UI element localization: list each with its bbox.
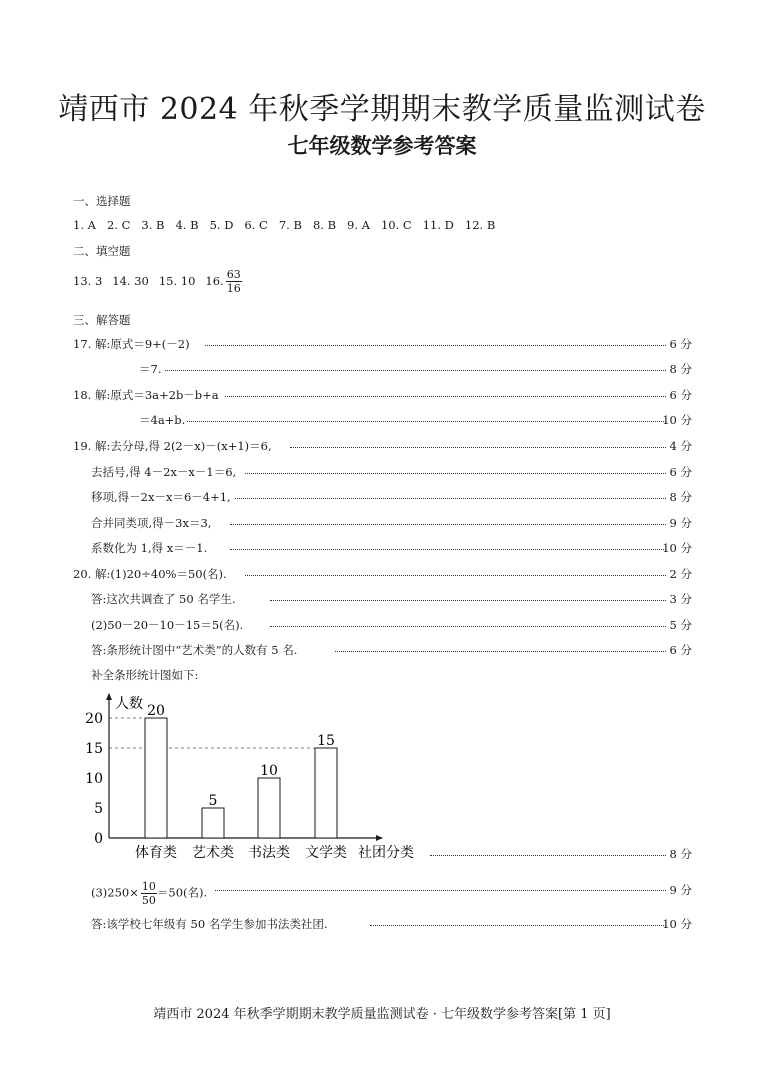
y-tick-label: 20: [85, 711, 103, 727]
score-label: 8 分: [669, 362, 692, 376]
solution-text: 合并同类项,得－3x＝3,: [91, 516, 212, 530]
mcq-answer: 5. D: [209, 218, 234, 232]
bar: [202, 808, 224, 838]
solution-line: [0, 489, 764, 505]
solution-text: (2)50－20－10－15＝5(名).: [91, 618, 244, 632]
x-tick-label: 文学类: [305, 845, 347, 861]
x-axis-label: 社团分类: [358, 845, 414, 861]
fill-answer-16-prefix: 16.: [205, 273, 224, 288]
solution-line: [0, 540, 764, 556]
solution-text: ＝7.: [139, 362, 162, 376]
bar: [145, 718, 167, 838]
score-label: 8 分: [669, 847, 692, 861]
mcq-answer: 2. C: [106, 218, 131, 232]
bar-data-label: 5: [208, 793, 218, 809]
solution-line: [0, 880, 764, 908]
x-axis-arrow: [376, 835, 383, 841]
solution-line: [0, 515, 764, 531]
y-tick-label: 0: [94, 831, 103, 847]
mcq-answer: 4. B: [175, 218, 199, 232]
answer-key-subtitle: 七年级数学参考答案: [287, 133, 477, 158]
fill-answer: 14. 30: [112, 273, 149, 288]
bar-chart: [0, 688, 764, 868]
score-label: 9 分: [669, 516, 692, 530]
fill-answer: 13. 3: [73, 273, 103, 288]
fill-answer: 15. 10: [158, 273, 196, 288]
solution-line: [0, 566, 764, 582]
y-tick-label: 5: [94, 801, 103, 817]
solution-text: 答:条形统计图中“艺术类”的人数有 5 名.: [91, 643, 298, 657]
solution-line: [0, 642, 764, 658]
leader-dots: [230, 549, 666, 550]
solution-text: 17. 解:原式＝9+(－2): [73, 337, 190, 351]
section-fill-blank-heading: 二、填空题: [73, 244, 131, 258]
mcq-answer: 10. C: [380, 218, 412, 232]
mcq-answer: 3. B: [141, 218, 165, 232]
y-axis-label: 人数: [115, 696, 143, 712]
leader-dots: [335, 651, 666, 652]
solution-text: 18. 解:原式＝3a+2b－b+a: [73, 388, 219, 402]
mcq-answers: [73, 218, 506, 232]
score-label: 10 分: [662, 541, 692, 555]
exam-title: 靖西市 2024 年秋季学期期末教学质量监测试卷: [58, 92, 706, 127]
solution-text: 19. 解:去分母,得 2(2－x)－(x+1)＝6,: [73, 439, 272, 453]
score-label: 5 分: [669, 618, 692, 632]
leader-dots: [215, 890, 666, 891]
leader-dots: [185, 421, 666, 422]
score-label: 6 分: [669, 388, 692, 402]
solution-text: ＝4a+b.: [139, 413, 186, 427]
score-label: 6 分: [669, 643, 692, 657]
leader-dots: [270, 600, 666, 601]
bar-data-label: 15: [317, 733, 335, 749]
leader-dots: [225, 396, 666, 397]
solution-text-fraction: [91, 880, 209, 907]
mcq-answer: 12. B: [464, 218, 496, 232]
leader-dots: [230, 524, 666, 525]
section-multiple-choice-heading: 一、选择题: [73, 194, 131, 208]
solution-text: (3)250×: [91, 885, 139, 900]
bar-data-label: 10: [260, 763, 278, 779]
solution-line: [0, 591, 764, 607]
leader-dots: [430, 855, 666, 856]
score-label: 3 分: [669, 592, 692, 606]
fraction-numerator: 10: [141, 880, 156, 893]
leader-dots: [245, 473, 666, 474]
solution-line: [0, 412, 764, 428]
solution-text: 移项,得－2x－x＝6－4+1,: [91, 490, 231, 504]
score-label: 6 分: [669, 465, 692, 479]
mcq-answer: 1. A: [73, 218, 96, 232]
score-label: 8 分: [669, 490, 692, 504]
y-tick-label: 10: [85, 771, 103, 787]
leader-dots: [290, 447, 666, 448]
score-label: 2 分: [669, 567, 692, 581]
page-footer: 靖西市 2024 年秋季学期期末教学质量监测试卷 · 七年级数学参考答案[第 1 页]: [153, 1007, 611, 1022]
solution-text: 答:该学校七年级有 50 名学生参加书法类社团.: [91, 917, 328, 931]
fraction-numerator: 63: [226, 268, 241, 281]
solution-line: [0, 617, 764, 633]
mcq-answer: 11. D: [422, 218, 454, 232]
x-tick-label: 书法类: [248, 845, 290, 861]
score-label: 9 分: [669, 883, 692, 897]
mcq-answer: 8. B: [312, 218, 337, 232]
solution-text: 去括号,得 4－2x－x－1＝6,: [91, 465, 237, 479]
mcq-answer: 6. C: [244, 218, 268, 232]
score-label: 4 分: [669, 439, 692, 453]
bar-data-label: 20: [147, 703, 165, 719]
solution-line: [0, 387, 764, 403]
mcq-answer: 9. A: [347, 218, 370, 232]
mcq-answer: 7. B: [278, 218, 302, 232]
solution-line: [0, 336, 764, 352]
solution-line: [0, 464, 764, 480]
x-tick-label: 体育类: [135, 845, 177, 861]
fill-answers: [73, 268, 262, 295]
score-label: 6 分: [669, 337, 692, 351]
leader-dots: [205, 345, 666, 346]
y-tick-label: 15: [85, 741, 103, 757]
solution-text: 系数化为 1,得 x＝－1.: [91, 541, 208, 555]
leader-dots: [245, 575, 666, 576]
solution-text: 答:这次共调查了 50 名学生.: [91, 592, 236, 606]
leader-dots: [270, 626, 666, 627]
leader-dots: [370, 925, 666, 926]
x-tick-label: 艺术类: [192, 845, 234, 861]
y-axis-arrow: [106, 693, 112, 700]
bar: [258, 778, 280, 838]
solution-line: [0, 361, 764, 377]
score-label: 10 分: [662, 917, 692, 931]
fraction-denominator: 16: [226, 282, 241, 295]
score-label: 10 分: [662, 413, 692, 427]
chart-intro-text: 补全条形统计图如下:: [91, 668, 199, 682]
solution-text: ＝50(名).: [156, 885, 208, 900]
fraction-denominator: 50: [141, 894, 156, 907]
solution-line: [0, 438, 764, 454]
chart-score-line: [0, 846, 764, 862]
solution-text: 20. 解:(1)20÷40%＝50(名).: [73, 567, 227, 581]
fraction-10-50: [141, 880, 157, 907]
fraction-63-16: [226, 268, 252, 295]
solution-line: [0, 916, 764, 932]
bar: [315, 748, 337, 838]
leader-dots: [165, 370, 666, 371]
leader-dots: [235, 498, 666, 499]
section-solutions-heading: 三、解答题: [73, 313, 131, 327]
